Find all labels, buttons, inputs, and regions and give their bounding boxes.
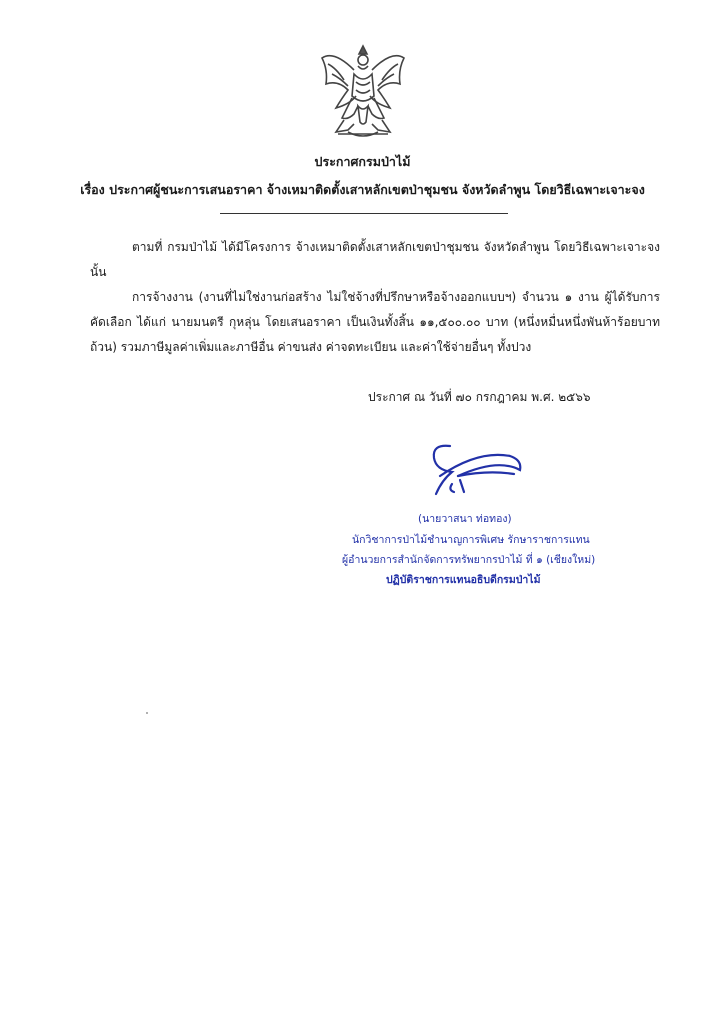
signer-position-2: ผู้อำนวยการสำนักจัดการทรัพยากรป่าไม้ ที่ ๑ (เชียงใหม่) (342, 554, 596, 566)
body-paragraph-1: ตามที่ กรมป่าไม้ ได้มีโครงการ จ้างเหมาติดตั้งเสาหลักเขตป่าชุมชน จังหวัดลำพูน โดยวิธีเฉพาะเจาะจง นั้น (90, 240, 660, 279)
handwritten-signature-icon (418, 440, 528, 502)
divider-line (220, 213, 508, 214)
signer-position-3: ปฏิบัติราชการแทนอธิบดีกรมป่าไม้ (386, 574, 541, 586)
document-title: ประกาศกรมป่าไม้ (314, 154, 411, 169)
announcement-date: ประกาศ ณ วันที่ ๗๐ กรกฎาคม พ.ศ. ๒๕๖๖ (368, 390, 591, 404)
body-paragraph-2: การจ้างงาน (งานที่ไม่ใช่งานก่อสร้าง ไม่ใช่จ้างที่ปรึกษาหรือจ้างออกแบบฯ) จำนวน ๑ งาน ผู้ได้รับการคัดเลือก ได้แก่ นายมนตรี กุหลุ่น โดยเสนอราคา เป็นเงินทั้งสิ้น ๑๑,๕๐๐.๐๐ บาท (หนึ่งหมื่นหนึ่งพันห้าร้อยบาทถ้วน) รวมภาษีมูลค่าเพิ่มและภาษีอื่น ค่าขนส่ง ค่าจดทะเบียน และค่าใช้จ่ายอื่นๆ ทั้งปวง (90, 290, 660, 354)
document-subject: เรื่อง ประกาศผู้ชนะการเสนอราคา จ้างเหมาติดตั้งเสาหลักเขตป่าชุมชน จังหวัดลำพูน โดยวิธีเฉพาะเจาะจง (80, 182, 645, 197)
signer-name: (นายวาสนา ท่อทอง) (418, 513, 512, 525)
scan-speck (146, 712, 148, 714)
signer-position-1: นักวิชาการป่าไม้ชำนาญการพิเศษ รักษาราชการแทน (352, 534, 590, 546)
garuda-emblem-icon (314, 40, 412, 144)
